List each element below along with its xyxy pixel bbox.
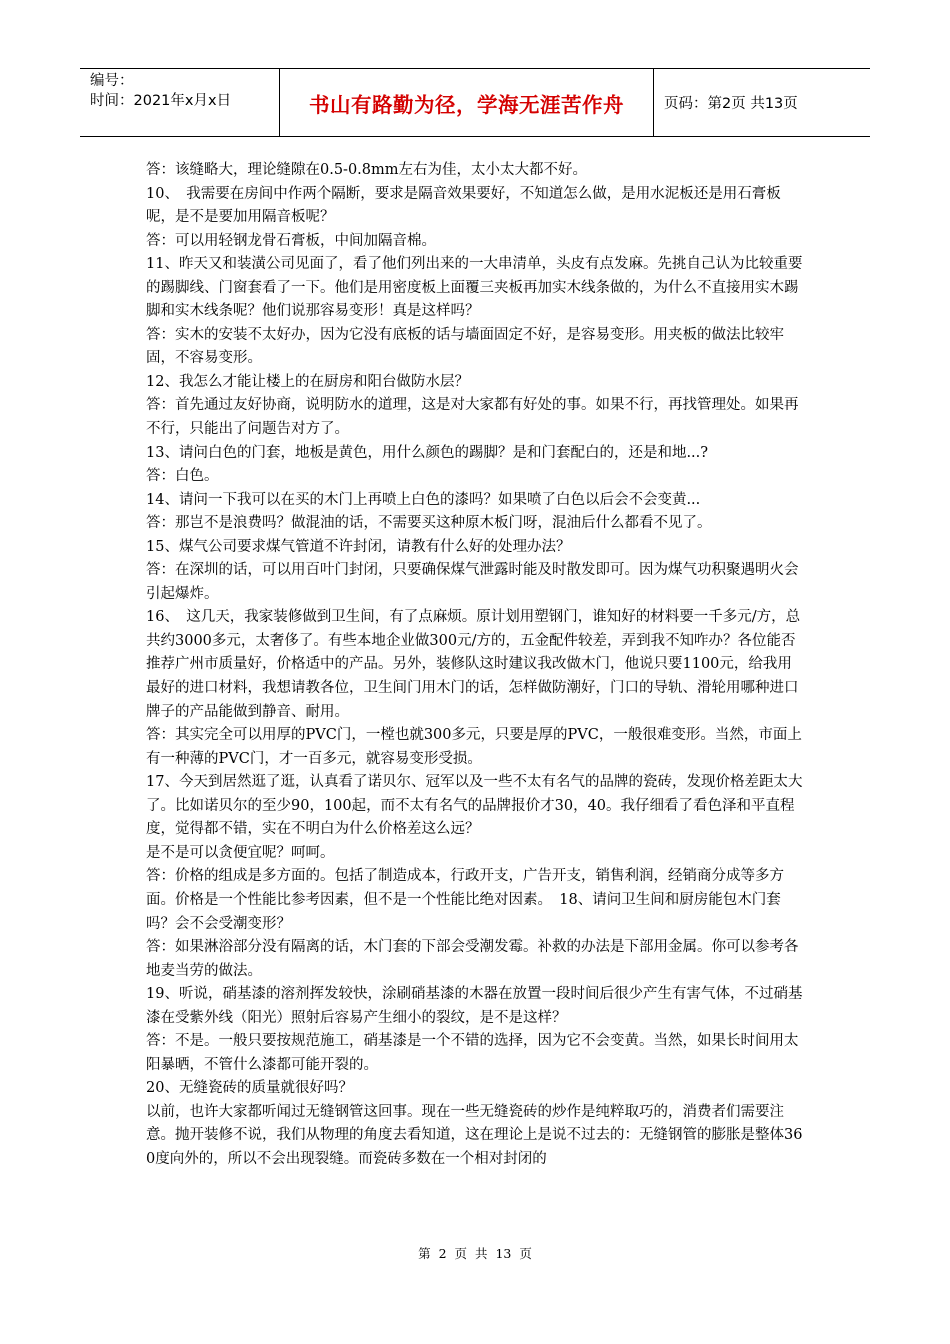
paragraph: 12、我怎么才能让楼上的在厨房和阳台做防水层？ — [146, 373, 469, 390]
paragraph: 答：白色。 — [146, 468, 219, 485]
page-footer: 第 2 页 共 13 页 — [418, 1246, 532, 1261]
paragraph: 19、听说，硝基漆的溶剂挥发较快，涂刷硝基漆的木器在放置一段时间后很少产生有害气体，不过硝基漆在受紫外线（阳光）照射后容易产生细小的裂纹，是不是这样？ — [146, 986, 803, 1026]
document-body — [146, 159, 804, 1172]
paragraph: 13、请问白色的门套，地板是黄色，用什么颜色的踢脚？是和门套配白的，还是和地...? — [146, 444, 709, 461]
paragraph: 17、今天到居然逛了逛，认真看了诺贝尔、冠军以及一些不太有名气的品牌的瓷砖，发现价格差距太大了。比如诺贝尔的至少90，100起，而不太有名气的品牌报价才30，40。我仔细看了看色泽和平直程度，觉得都不错，实在不明白为什么价格差这么远？ — [146, 774, 803, 838]
paragraph: 14、请问一下我可以在买的木门上再喷上白色的漆吗？如果喷了白色以后会不会变黄... — [146, 491, 701, 508]
header-page-label: 页码：第2页 共13页 — [664, 96, 798, 112]
paragraph: 16、 这几天，我家装修做到卫生间，有了点麻烦。原计划用塑钢门，谁知好的材料要一千多元/方，总共约3000多元，太奢侈了。有些本地企业做300元/方的，五金配件较差，弄到我不知咋办？各位能否推荐广州市质量好，价格适中的产品。另外，装修队这时建议我改做木门，他说只要1100元，给我用最好的进口材料，我想请教各位，卫生间门用木门的话，怎样做防潮好，门口的导轨、滑轮用哪种进口牌子的产品能做到静音、耐用。 — [146, 609, 801, 720]
paragraph: 答：可以用轻钢龙骨石膏板，中间加隔音棉。 — [146, 232, 436, 249]
paragraph: 答：该缝略大，理论缝隙在0.5-0.8mm左右为佳，太小太大都不好。 — [146, 162, 588, 178]
paragraph: 答：首先通过友好协商，说明防水的道理，这是对大家都有好处的事。如果不行，再找管理处。如果再不行，只能出了问题告对方了。 — [146, 397, 799, 438]
header-motto: 书山有路勤为径，学海无涯苦作舟 — [280, 69, 654, 136]
paragraph: 答：其实完全可以用厚的PVC门，一樘也就300多元，只要是厚的PVC，一般很难变形。当然，市面上有一种薄的PVC门，才一百多元，就容易变形受损。 — [146, 727, 802, 767]
page-header — [80, 68, 870, 137]
paragraph: 以前，也许大家都听闻过无缝钢管这回事。现在一些无缝瓷砖的炒作是纯粹取巧的，消费者们需要注意。抛开装修不说，我们从物理的角度去看知道，这在理论上是说不过去的：无缝钢管的膨胀是整体360度向外的，所以不会出现裂缝。而瓷砖多数在一个相对封闭的 — [146, 1103, 803, 1167]
paragraph: 10、 我需要在房间中作两个隔断，要求是隔音效果要好，不知道怎么做，是用水泥板还是用石膏板呢，是不是要加用隔音板呢？ — [146, 185, 781, 226]
number-label: 编号： — [90, 73, 134, 89]
paragraph: 答：在深圳的话，可以用百叶门封闭，只要确保煤气泄露时能及时散发即可。因为煤气功积聚遇明火会引起爆炸。 — [146, 562, 799, 602]
paragraph: 答：那岂不是浪费吗？做混油的话，不需要买这种原木板门呀，混油后什么都看不见了。 — [146, 515, 712, 532]
paragraph: 15、煤气公司要求煤气管道不许封闭，请教有什么好的处理办法？ — [146, 538, 571, 555]
paragraph: 答：价格的组成是多方面的。包括了制造成本，行政开支，广告开支，销售利润，经销商分成等多方面。价格是一个性能比参考因素，但不是一个性能比绝对因素。 18、请问卫生间和厨房能包木门套吗？会不会受潮变形？ — [146, 868, 784, 932]
paragraph: 答：如果淋浴部分没有隔离的话，木门套的下部会受潮发霉。补救的办法是下部用金属。你可以参考各地麦当劳的做法。 — [146, 939, 799, 979]
paragraph: 答：实木的安装不太好办，因为它没有底板的话与墙面固定不好，是容易变形。用夹板的做法比较牢固，不容易变形。 — [146, 326, 784, 367]
paragraph: 11、昨天又和装潢公司见面了，看了他们列出来的一大串清单，头皮有点发麻。先挑自己认为比较重要的踢脚线、门窗套看了一下。他们是用密度板上面覆三夹板再加实木线条做的，为什么不直接用实木踢脚和实木线条呢？他们说那容易变形！真是这样吗？ — [146, 256, 803, 320]
time-label: 时间：2021年x月x日 — [90, 93, 232, 109]
paragraph: 20、无缝瓷砖的质量就很好吗？ — [146, 1080, 353, 1097]
header-meta — [80, 69, 280, 136]
paragraph: 答：不是。一般只要按规范施工，硝基漆是一个不错的选择，因为它不会变黄。当然，如果长时间用太阳暴晒，不管什么漆都可能开裂的。 — [146, 1033, 799, 1073]
paragraph: 是不是可以贪便宜呢？呵呵。 — [146, 844, 335, 861]
